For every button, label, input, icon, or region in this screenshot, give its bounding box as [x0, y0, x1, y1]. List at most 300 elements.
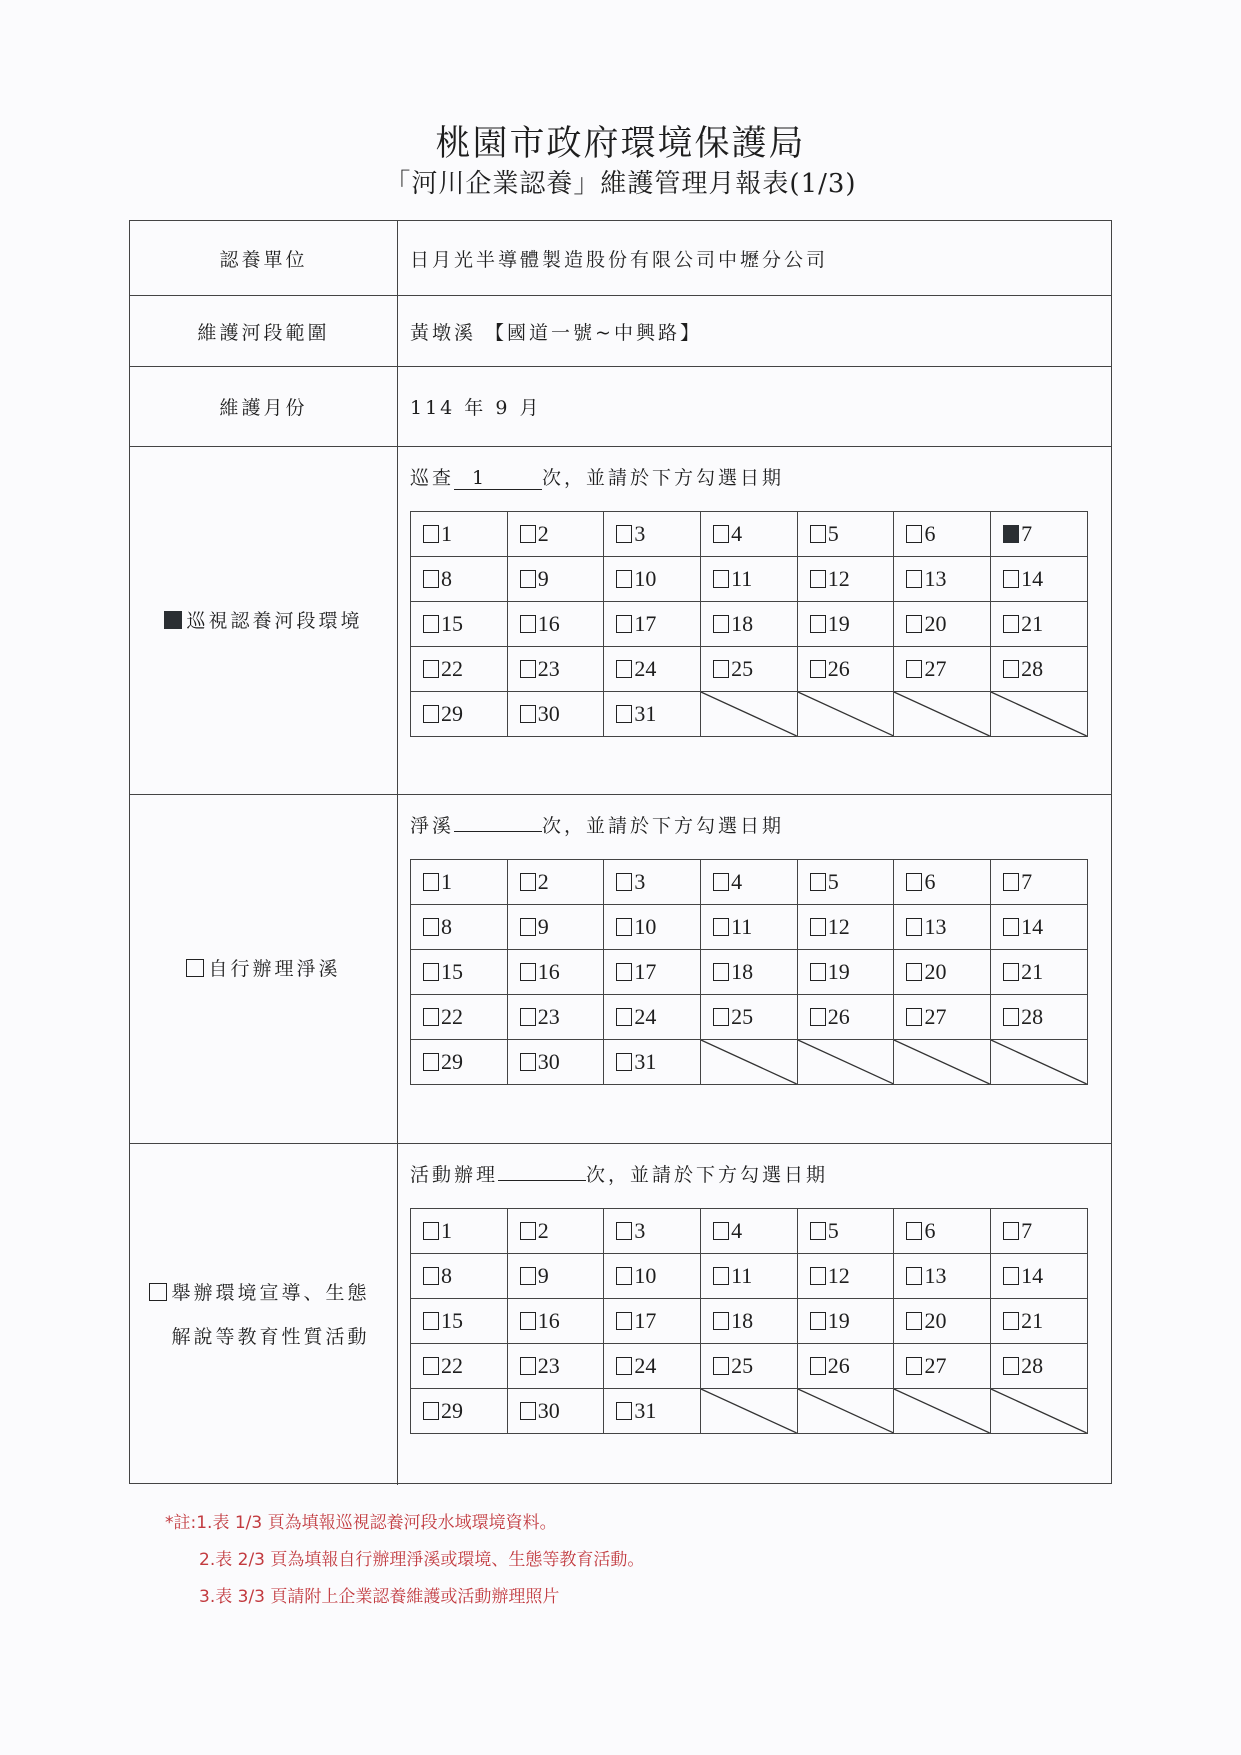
day-checkbox[interactable]	[810, 1357, 826, 1375]
day-cell[interactable]	[604, 557, 701, 602]
day-cell[interactable]	[701, 860, 798, 905]
day-number: 28	[1021, 656, 1044, 681]
day-checkbox[interactable]	[906, 660, 922, 678]
day-cell[interactable]	[411, 1389, 508, 1434]
day-checkbox[interactable]	[520, 873, 536, 891]
day-number: 22	[441, 656, 463, 681]
day-cell[interactable]	[991, 1299, 1088, 1344]
patrol-count-field[interactable]: 1	[454, 467, 542, 490]
day-checkbox[interactable]	[520, 615, 536, 633]
day-cell[interactable]	[604, 1389, 701, 1434]
footnotes	[165, 1505, 644, 1616]
diagonal-strike	[991, 692, 1087, 736]
day-number: 29	[441, 1049, 463, 1074]
day-cell[interactable]	[797, 1254, 894, 1299]
day-checkbox[interactable]	[423, 660, 439, 678]
day-checkbox[interactable]	[423, 963, 439, 981]
day-checkbox[interactable]	[713, 873, 729, 891]
day-cell[interactable]	[701, 602, 798, 647]
day-cell[interactable]	[991, 557, 1088, 602]
row-month	[130, 367, 1111, 447]
empty-cell	[894, 692, 991, 737]
section-education	[130, 1144, 1111, 1485]
day-cell[interactable]	[604, 1209, 701, 1254]
day-checkbox[interactable]	[713, 1008, 729, 1026]
day-cell[interactable]	[604, 1040, 701, 1085]
day-cell[interactable]	[894, 512, 991, 557]
date-grid	[410, 859, 1088, 1085]
day-checkbox[interactable]	[616, 1053, 632, 1071]
day-checkbox[interactable]	[713, 525, 729, 543]
day-checkbox[interactable]	[810, 873, 826, 891]
day-checkbox[interactable]	[423, 1008, 439, 1026]
day-number: 14	[1021, 566, 1044, 591]
day-number: 1	[441, 521, 452, 546]
day-checkbox[interactable]	[906, 963, 922, 981]
day-number: 8	[441, 1263, 452, 1288]
patrol-prompt	[410, 463, 784, 490]
day-cell[interactable]	[701, 1344, 798, 1389]
day-number: 13	[924, 1263, 947, 1288]
day-number: 19	[827, 959, 850, 984]
prompt-prefix: 淨溪	[410, 815, 455, 837]
section-checkbox[interactable]	[149, 1283, 167, 1301]
day-cell[interactable]	[604, 647, 701, 692]
day-checkbox[interactable]	[616, 1008, 632, 1026]
date-grid-row	[411, 602, 1088, 647]
day-cell[interactable]	[411, 1040, 508, 1085]
day-checkbox[interactable]	[906, 1222, 922, 1240]
empty-cell	[894, 1040, 991, 1085]
day-checkbox[interactable]	[1003, 615, 1019, 633]
river-range-value[interactable]: 黃墩溪 【國道一號~中興路】	[410, 321, 702, 344]
day-cell[interactable]	[991, 950, 1088, 995]
date-grid-row	[411, 647, 1088, 692]
day-number: 21	[1021, 1308, 1044, 1333]
day-number: 31	[634, 1398, 657, 1423]
day-checkbox[interactable]	[1003, 570, 1019, 588]
day-number: 9	[537, 914, 549, 939]
day-checkbox[interactable]	[423, 705, 439, 723]
day-cell[interactable]	[894, 557, 991, 602]
empty-cell	[797, 1389, 894, 1434]
day-checkbox[interactable]	[423, 918, 439, 936]
day-checkbox[interactable]	[616, 1402, 632, 1420]
day-number: 14	[1021, 1263, 1044, 1288]
day-checkbox[interactable]	[520, 963, 536, 981]
month-value[interactable]: 114 年 9 月	[410, 397, 542, 419]
day-cell[interactable]	[701, 1299, 798, 1344]
day-cell[interactable]	[701, 647, 798, 692]
day-cell[interactable]	[701, 950, 798, 995]
day-number: 4	[731, 869, 743, 894]
day-checkbox[interactable]	[423, 615, 439, 633]
activity-prompt	[410, 1160, 828, 1187]
section-label-text: 自行辦理淨溪	[208, 958, 341, 980]
activity-count-field[interactable]	[498, 1180, 586, 1181]
day-cell[interactable]	[411, 1344, 508, 1389]
day-number: 21	[1021, 959, 1044, 984]
day-cell[interactable]	[604, 602, 701, 647]
day-cell[interactable]	[701, 1254, 798, 1299]
empty-cell	[701, 1040, 798, 1085]
day-cell[interactable]	[991, 1209, 1088, 1254]
day-checkbox[interactable]	[520, 1053, 536, 1071]
diagonal-strike	[701, 1040, 797, 1084]
river-range-label: 維護河段範圍	[130, 296, 398, 366]
day-number: 16	[537, 959, 560, 984]
day-checkbox[interactable]	[423, 1402, 439, 1420]
day-cell[interactable]	[411, 1299, 508, 1344]
day-number: 30	[537, 1049, 560, 1074]
day-cell[interactable]	[411, 860, 508, 905]
day-number: 25	[731, 656, 754, 681]
day-checkbox[interactable]	[810, 1312, 826, 1330]
day-cell[interactable]	[411, 905, 508, 950]
day-number: 3	[634, 521, 646, 546]
day-cell[interactable]	[797, 1344, 894, 1389]
diagonal-strike	[991, 1040, 1087, 1084]
day-number: 10	[634, 1263, 657, 1288]
day-number: 12	[827, 1263, 850, 1288]
empty-cell	[701, 692, 798, 737]
day-cell[interactable]	[507, 860, 604, 905]
day-cell[interactable]	[701, 512, 798, 557]
day-cell[interactable]	[701, 557, 798, 602]
day-checkbox[interactable]	[906, 570, 922, 588]
day-checkbox[interactable]	[616, 918, 632, 936]
day-cell[interactable]	[701, 1209, 798, 1254]
day-number: 1	[441, 1218, 452, 1243]
day-checkbox[interactable]	[520, 525, 536, 543]
day-number: 25	[731, 1353, 754, 1378]
day-checkbox[interactable]	[616, 570, 632, 588]
day-checkbox[interactable]	[520, 1402, 536, 1420]
day-number: 6	[924, 521, 936, 546]
day-checkbox[interactable]	[713, 1222, 729, 1240]
adopting-unit-value[interactable]: 日月光半導體製造股份有限公司中壢分公司	[410, 248, 829, 271]
diagonal-strike	[798, 692, 894, 736]
day-checkbox[interactable]	[713, 615, 729, 633]
row-adopting-unit	[130, 221, 1111, 296]
day-checkbox[interactable]	[1003, 1222, 1019, 1240]
day-cell[interactable]	[991, 647, 1088, 692]
day-checkbox[interactable]	[713, 570, 729, 588]
day-checkbox[interactable]	[713, 1267, 729, 1285]
day-checkbox[interactable]	[906, 1357, 922, 1375]
day-checkbox[interactable]	[810, 615, 826, 633]
diagonal-strike	[701, 1389, 797, 1433]
day-number: 27	[924, 1004, 947, 1029]
day-cell[interactable]	[894, 995, 991, 1040]
day-checkbox[interactable]	[810, 918, 826, 936]
empty-cell	[991, 1389, 1088, 1434]
day-cell[interactable]	[507, 692, 604, 737]
day-checkbox[interactable]	[616, 873, 632, 891]
day-checkbox[interactable]	[520, 660, 536, 678]
day-checkbox[interactable]	[713, 1357, 729, 1375]
footnote-1: *註:1.表 1/3 頁為填報巡視認養河段水域環境資料。	[165, 1513, 557, 1533]
day-checkbox[interactable]	[1003, 1008, 1019, 1026]
day-cell[interactable]	[507, 1299, 604, 1344]
day-cell[interactable]	[894, 1299, 991, 1344]
date-grid	[410, 511, 1088, 737]
day-cell[interactable]	[797, 1209, 894, 1254]
empty-cell	[991, 1040, 1088, 1085]
day-number: 20	[924, 611, 947, 636]
day-checkbox[interactable]	[616, 1312, 632, 1330]
day-number: 2	[537, 521, 549, 546]
day-cell[interactable]	[991, 602, 1088, 647]
day-cell[interactable]	[507, 1344, 604, 1389]
day-cell[interactable]	[507, 602, 604, 647]
day-checkbox[interactable]	[906, 873, 922, 891]
day-cell[interactable]	[507, 905, 604, 950]
cleanup-count-field[interactable]	[454, 831, 542, 832]
day-cell[interactable]	[411, 995, 508, 1040]
day-cell[interactable]	[411, 512, 508, 557]
day-checkbox[interactable]	[423, 1312, 439, 1330]
section-checkbox[interactable]	[164, 611, 182, 629]
row-river-range	[130, 296, 1111, 367]
day-cell[interactable]	[411, 692, 508, 737]
day-checkbox[interactable]	[616, 1222, 632, 1240]
day-number: 11	[731, 1263, 753, 1288]
day-checkbox[interactable]	[616, 660, 632, 678]
day-number: 15	[441, 1308, 463, 1333]
day-number: 7	[1021, 521, 1033, 546]
empty-cell	[701, 1389, 798, 1434]
month-label: 維護月份	[130, 367, 398, 446]
day-number: 28	[1021, 1004, 1044, 1029]
day-number: 22	[441, 1004, 463, 1029]
day-checkbox[interactable]	[906, 1312, 922, 1330]
day-number: 8	[441, 914, 452, 939]
day-number: 17	[634, 1308, 657, 1333]
day-checkbox[interactable]	[423, 1053, 439, 1071]
prompt-suffix: 次，並請於下方勾選日期	[542, 467, 785, 489]
day-cell[interactable]	[411, 647, 508, 692]
day-checkbox[interactable]	[810, 963, 826, 981]
day-checkbox[interactable]	[520, 1312, 536, 1330]
day-checkbox[interactable]	[616, 1357, 632, 1375]
day-checkbox[interactable]	[616, 963, 632, 981]
day-checkbox[interactable]	[713, 963, 729, 981]
day-checkbox[interactable]	[520, 570, 536, 588]
day-number: 31	[634, 1049, 657, 1074]
day-checkbox[interactable]	[713, 1312, 729, 1330]
day-cell[interactable]	[797, 950, 894, 995]
day-cell[interactable]	[991, 905, 1088, 950]
day-cell[interactable]	[604, 1254, 701, 1299]
day-cell[interactable]	[894, 1344, 991, 1389]
day-cell[interactable]	[411, 1254, 508, 1299]
day-number: 6	[924, 1218, 936, 1243]
day-checkbox[interactable]	[906, 918, 922, 936]
day-cell[interactable]	[894, 905, 991, 950]
day-cell[interactable]	[797, 995, 894, 1040]
day-checkbox[interactable]	[423, 1267, 439, 1285]
day-number: 26	[827, 1004, 850, 1029]
day-number: 19	[827, 611, 850, 636]
diagonal-strike	[701, 692, 797, 736]
day-checkbox[interactable]	[520, 1357, 536, 1375]
day-cell[interactable]	[604, 692, 701, 737]
day-cell[interactable]	[701, 905, 798, 950]
day-cell[interactable]	[411, 1209, 508, 1254]
footnote-3: 3.表 3/3 頁請附上企業認養維護或活動辦理照片	[199, 1587, 560, 1607]
day-cell[interactable]	[894, 1209, 991, 1254]
diagonal-strike	[894, 692, 990, 736]
day-number: 7	[1021, 869, 1033, 894]
day-checkbox[interactable]	[810, 570, 826, 588]
day-cell[interactable]	[604, 1299, 701, 1344]
day-number: 26	[827, 1353, 850, 1378]
day-cell[interactable]	[507, 995, 604, 1040]
day-checkbox[interactable]	[423, 1357, 439, 1375]
day-cell[interactable]	[411, 557, 508, 602]
day-cell[interactable]	[507, 1040, 604, 1085]
day-cell[interactable]	[604, 995, 701, 1040]
day-number: 11	[731, 566, 753, 591]
day-cell[interactable]	[797, 647, 894, 692]
day-checkbox[interactable]	[1003, 1357, 1019, 1375]
day-checkbox[interactable]	[1003, 1267, 1019, 1285]
day-checkbox[interactable]	[906, 1008, 922, 1026]
day-number: 5	[827, 1218, 839, 1243]
day-cell[interactable]	[604, 512, 701, 557]
day-checkbox[interactable]	[713, 660, 729, 678]
date-grid-row	[411, 512, 1088, 557]
day-checkbox[interactable]	[423, 525, 439, 543]
prompt-suffix: 次，並請於下方勾選日期	[586, 1164, 829, 1186]
day-number: 29	[441, 701, 463, 726]
day-checkbox[interactable]	[810, 1267, 826, 1285]
day-cell[interactable]	[797, 557, 894, 602]
day-cell[interactable]	[797, 602, 894, 647]
day-checkbox[interactable]	[1003, 525, 1019, 543]
day-number: 22	[441, 1353, 463, 1378]
day-cell[interactable]	[894, 602, 991, 647]
day-checkbox[interactable]	[1003, 873, 1019, 891]
day-cell[interactable]	[894, 950, 991, 995]
footnote-2: 2.表 2/3 頁為填報自行辦理淨溪或環境、生態等教育活動。	[199, 1550, 645, 1570]
day-cell[interactable]	[894, 860, 991, 905]
day-cell[interactable]	[991, 995, 1088, 1040]
day-checkbox[interactable]	[1003, 918, 1019, 936]
day-checkbox[interactable]	[423, 1222, 439, 1240]
day-cell[interactable]	[797, 860, 894, 905]
day-checkbox[interactable]	[906, 1267, 922, 1285]
day-number: 1	[441, 869, 452, 894]
day-cell[interactable]	[894, 1254, 991, 1299]
day-cell[interactable]	[411, 950, 508, 995]
day-number: 15	[441, 611, 463, 636]
day-number: 24	[634, 1004, 657, 1029]
day-checkbox[interactable]	[616, 705, 632, 723]
day-cell[interactable]	[604, 905, 701, 950]
day-checkbox[interactable]	[520, 705, 536, 723]
day-number: 3	[634, 869, 646, 894]
day-cell[interactable]	[507, 647, 604, 692]
day-cell[interactable]	[507, 1389, 604, 1434]
day-cell[interactable]	[507, 1254, 604, 1299]
day-number: 5	[827, 521, 839, 546]
prompt-prefix: 巡查	[410, 467, 455, 489]
day-cell[interactable]	[604, 1344, 701, 1389]
day-checkbox[interactable]	[1003, 660, 1019, 678]
day-cell[interactable]	[411, 602, 508, 647]
day-checkbox[interactable]	[520, 918, 536, 936]
date-grid-row	[411, 1344, 1088, 1389]
date-grid-row	[411, 995, 1088, 1040]
day-cell[interactable]	[507, 557, 604, 602]
day-checkbox[interactable]	[810, 660, 826, 678]
section-checkbox[interactable]	[186, 959, 204, 977]
day-checkbox[interactable]	[1003, 963, 1019, 981]
day-checkbox[interactable]	[520, 1008, 536, 1026]
day-number: 15	[441, 959, 463, 984]
day-checkbox[interactable]	[520, 1222, 536, 1240]
day-cell[interactable]	[991, 512, 1088, 557]
day-cell[interactable]	[604, 860, 701, 905]
day-cell[interactable]	[797, 512, 894, 557]
day-number: 17	[634, 611, 657, 636]
date-grid-row	[411, 557, 1088, 602]
day-number: 7	[1021, 1218, 1033, 1243]
day-checkbox[interactable]	[810, 1222, 826, 1240]
date-grid-row	[411, 1299, 1088, 1344]
day-number: 28	[1021, 1353, 1044, 1378]
day-cell[interactable]	[604, 950, 701, 995]
day-number: 9	[537, 566, 549, 591]
day-cell[interactable]	[507, 512, 604, 557]
day-checkbox[interactable]	[906, 525, 922, 543]
day-number: 4	[731, 1218, 743, 1243]
day-checkbox[interactable]	[1003, 1312, 1019, 1330]
day-cell[interactable]	[507, 1209, 604, 1254]
day-cell[interactable]	[507, 950, 604, 995]
day-cell[interactable]	[797, 905, 894, 950]
day-checkbox[interactable]	[616, 615, 632, 633]
day-checkbox[interactable]	[810, 525, 826, 543]
day-checkbox[interactable]	[423, 873, 439, 891]
day-number: 2	[537, 1218, 549, 1243]
day-number: 16	[537, 611, 560, 636]
day-number: 18	[731, 959, 754, 984]
day-cell[interactable]	[701, 995, 798, 1040]
diagonal-strike	[894, 1040, 990, 1084]
day-checkbox[interactable]	[616, 525, 632, 543]
day-checkbox[interactable]	[520, 1267, 536, 1285]
section-label-text: 巡視認養河段環境	[186, 609, 363, 632]
day-cell[interactable]	[991, 860, 1088, 905]
day-number: 30	[537, 1398, 560, 1423]
day-checkbox[interactable]	[713, 918, 729, 936]
day-cell[interactable]	[894, 647, 991, 692]
diagonal-strike	[798, 1040, 894, 1084]
day-number: 12	[827, 566, 850, 591]
day-checkbox[interactable]	[810, 1008, 826, 1026]
day-number: 8	[441, 566, 452, 591]
day-checkbox[interactable]	[423, 570, 439, 588]
day-checkbox[interactable]	[906, 615, 922, 633]
day-cell[interactable]	[991, 1344, 1088, 1389]
day-checkbox[interactable]	[616, 1267, 632, 1285]
day-cell[interactable]	[797, 1299, 894, 1344]
day-number: 12	[827, 914, 850, 939]
day-cell[interactable]	[991, 1254, 1088, 1299]
